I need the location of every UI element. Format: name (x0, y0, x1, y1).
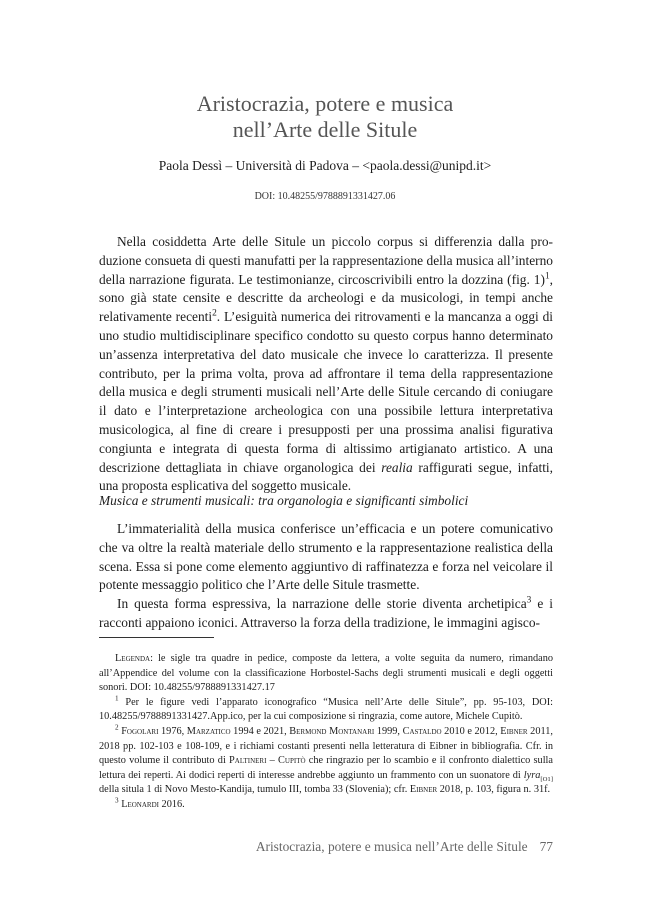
section-paragraph-2 (99, 595, 553, 633)
author-affiliation: Paola Dessì – Università di Padova – <paola.dessi@unipd.it> (158, 158, 492, 173)
footnote-2 (99, 725, 553, 798)
footnote-3 (99, 798, 553, 813)
footnote-3-text: 2016. (158, 798, 185, 810)
cite-eibner: Eibner (409, 784, 438, 796)
footnote-separator (99, 637, 214, 638)
title-line-1: Aristocrazia, potere e musica (196, 91, 454, 116)
article-title (0, 91, 650, 143)
legenda-text: : le sigle tra quadre in pedice, composte da lettera, a volte seguita da numero, rimandano all’Appendice del volume con la classificazione Horbostel-Sachs degli strumenti musicali e degli oggetti sonori. DOI: 10.48255/9788891331427.17 (99, 653, 553, 694)
page-footer (256, 838, 553, 856)
footnote-1-number: 1 (115, 694, 119, 703)
footnote-1 (99, 696, 553, 725)
cite-paltineri: Paltineri (229, 755, 267, 767)
footnote-ref-3: 3 (526, 595, 532, 606)
cite-castaldo: Castaldo (402, 725, 442, 737)
page-number: 77 (539, 839, 553, 854)
footnote-2-text: 2011, 2018 pp. 102-103 e 108-109, e i richiami costanti presenti nella letteratura di Eibner in bibliografia. Cfr. in questo volume il contributo di (99, 725, 553, 767)
footnote-ref-1: 1 (544, 271, 550, 282)
legenda-note (99, 652, 553, 696)
intro-text-2: , sono già state censite e descritte da archeologi e da musicologi, in tempi anche relativamente recenti (99, 271, 553, 325)
footnote-1-text: Per le figure vedi l’apparato iconografico “Musica nell’Arte delle Situle”, pp. 95-103, DOI: 10.48255/9788891331427.App.ico, per la cui composizione si ringrazia, come autore, Michele Cupitò. (99, 696, 553, 723)
intro-text-3: . L’esiguità numerica dei ritrovamenti e la mancanza a oggi di uno studio multidisciplinare specifico condotto su questo corpus hanno determinato un’assenza interpretativa del dato musicale che invece lo caratterizza. Il presente contributo, per la prima volta, prova ad affrontare il tema della rappresentazione della musica e degli strumenti musicali nell’Arte delle Situle cercando di coniugare il dato e l’interpretazione archeologica con una possibile lettura interpretativa musicologica, al fine di creare i presupposti per una prossima analisi figurativa congiunta e integrata di questa forma di altissimo artigianato artistico. A una descrizione dettagliata in chiave organologica dei (99, 309, 553, 475)
title-line-2: nell’Arte delle Situle (232, 117, 418, 142)
cite-eibner: Eibner (500, 725, 528, 737)
footnotes (99, 652, 553, 813)
section-heading: Musica e strumenti musicali: tra organologia e significanti simbolici (99, 493, 469, 508)
footnote-2-text: 2010 e 2012, (441, 725, 501, 737)
section-paragraph-1: L’immaterialità della musica conferisce un’efficacia e un potere comunicativo che va oltre la realtà materiale dello strumento e la rappresentazione realistica della scena. Essa si pone come elemento aggiuntivo di raffinatezza e forza nel veicolare il potente messaggio politico che l’Arte delle Situle trasmette. (99, 521, 553, 593)
article-doi: DOI: 10.48255/9788891331427.06 (254, 191, 396, 202)
footnote-ref-2: 2 (212, 308, 217, 319)
section-p2-text-a: In questa forma espressiva, la narrazione delle storie diventa archetipica (117, 596, 527, 612)
section-p2-text-b: e i racconti appaiono iconici. Attraverso la forza della tradizione, le immagini agisco- (99, 596, 553, 630)
running-title: Aristocrazia, potere e musica nell’Arte delle Situle (255, 839, 528, 854)
intro-text-4: raffigurati segue, infatti, una proposta esplicativa del soggetto musicale. (99, 459, 553, 494)
intro-text-1: Nella cosiddetta Arte delle Situle un piccolo corpus si differenzia dalla produzione consueta di questi manufatti per la rappresentazione della musica all’interno della narrazione figurata. Le testimonianze, circoscrivibili entro la dozzina (fig. 1) (99, 234, 553, 287)
footnote-2-text: 1999, (374, 725, 403, 737)
intro-paragraph (99, 233, 553, 496)
cite-fogolari: Fogolari (121, 725, 159, 737)
footnote-2-text: della situla 1 di Novo Mesto-Kandija, tumulo III, tomba 33 (Slovenia); cfr. (99, 784, 410, 796)
footnote-2-text: 1976, (158, 725, 187, 737)
cite-cupito: Cupitò (278, 755, 306, 767)
footnote-3-number: 3 (115, 796, 119, 805)
section-body (99, 520, 553, 633)
footnote-2-text: – (266, 755, 279, 767)
instrument-code: [O1] (540, 775, 553, 783)
legenda-label: Legenda (115, 653, 151, 664)
footnote-2-text: che ringrazio per lo scambio e il confronto dialettico sulla lettura dei reperti. Ai dodici reperti di interesse andrebbe aggiunto un frammento con un suonatore di (99, 755, 553, 781)
intro-realia: realia (381, 459, 413, 475)
footnote-2-text: 1994 e 2021, (230, 725, 290, 737)
cite-bermond-montanari: Bermond Montanari (289, 725, 375, 737)
footnote-2-number: 2 (115, 723, 119, 732)
term-lyra: lyra (523, 769, 541, 781)
footnote-2-text: 2018, p. 103, figura n. 31f. (437, 784, 551, 796)
cite-marzatico: Marzatico (186, 725, 231, 737)
cite-leonardi: Leonardi (121, 798, 159, 810)
